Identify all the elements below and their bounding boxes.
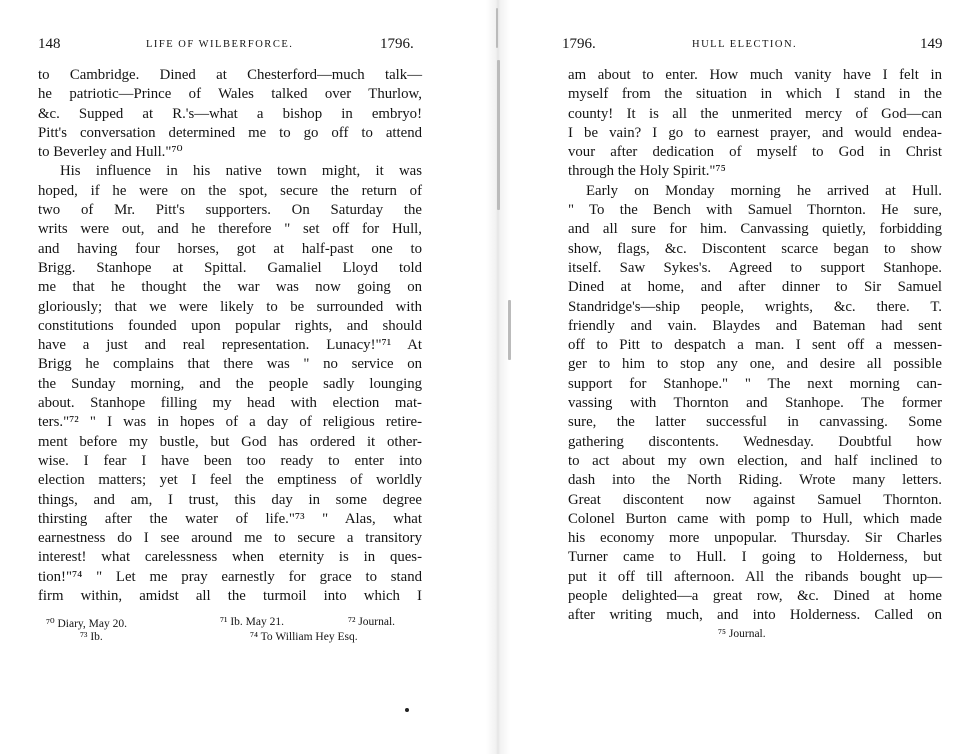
text-line: about. Stanhope filling my head with election mat- bbox=[38, 395, 422, 412]
footnote: ⁷³ Ib. bbox=[80, 631, 103, 643]
text-line: dash into the North Riding. Wrote many letters. bbox=[568, 472, 942, 489]
text-line: firm within, amidst all the turmoil into which I bbox=[38, 588, 422, 605]
text-line: he patriotic—Prince of Wales talked over Thurlow, bbox=[38, 86, 422, 103]
text-line: His influence in his native town might, it was bbox=[60, 163, 422, 180]
text-line: to Beverley and Hull."⁷⁰ bbox=[38, 144, 183, 161]
text-line: thirsting after the water of life."⁷³ " Alas, what bbox=[38, 510, 422, 527]
right-page bbox=[490, 0, 980, 754]
text-line: to act about my own election, and half inclined to bbox=[568, 452, 942, 469]
text-line: &c. Supped at R.'s—what a bishop in embryo! bbox=[38, 105, 422, 122]
footnote: ⁷¹ Ib. May 21. bbox=[220, 616, 284, 628]
text-line: Great discontent now against Samuel Thornton. bbox=[568, 491, 942, 508]
text-line: to Cambridge. Dined at Chesterford—much talk— bbox=[38, 67, 422, 83]
text-line: through the Holy Spirit."⁷⁵ bbox=[568, 163, 726, 180]
text-line: tion!"⁷⁴ " Let me pray earnestly for grace to stand bbox=[38, 568, 422, 585]
text-line: am about to enter. How much vanity have I felt in bbox=[568, 67, 942, 83]
text-line: writs were out, and he therefore " set off for Hull, bbox=[38, 221, 422, 238]
text-line: wise. I fear I have been too ready to enter into bbox=[38, 452, 422, 469]
left-body-text bbox=[38, 66, 422, 606]
footnote-row bbox=[38, 631, 422, 646]
text-line: and having four horses, got at half-past one to bbox=[38, 240, 422, 257]
text-line: election matters; yet I feel the emptiness of worldly bbox=[38, 472, 422, 489]
right-body-text bbox=[568, 66, 942, 626]
running-title: LIFE OF WILBERFORCE. bbox=[146, 39, 294, 50]
text-line: I be vain? I go to earnest prayer, and would endea- bbox=[568, 124, 942, 141]
text-line: earnestness do I see around me to secure a transitory bbox=[38, 530, 422, 547]
text-line: things, and am, I trust, this day in some degree bbox=[38, 491, 422, 508]
text-line: ger to him to stop any one, and desire all possible bbox=[568, 356, 942, 373]
text-line: his economy more unpopular. Thursday. Sir Charles bbox=[568, 530, 942, 547]
footnote: ⁷⁰ Diary, May 20. bbox=[46, 618, 128, 630]
text-line: off to Pitt to despatch a man. I sent off a messen- bbox=[568, 337, 942, 354]
left-footnotes bbox=[38, 616, 422, 646]
text-line: and all sure for him. Canvassing quietly, forbidding bbox=[568, 221, 942, 238]
text-line: ters."⁷² " I was in hopes of a day of religious retire- bbox=[38, 414, 422, 431]
text-line: support for Stanhope." " The next morning can- bbox=[568, 375, 942, 392]
text-line: Early on Monday morning he arrived at Hull. bbox=[586, 182, 942, 199]
text-line: constitutions founded upon popular rights, and should bbox=[38, 317, 422, 334]
footnote-row bbox=[568, 628, 942, 643]
text-line: Turner came to Hull. I going to Holderness, but bbox=[568, 549, 942, 566]
text-line: show, flags, &c. Discontent scarce began to show bbox=[568, 240, 942, 257]
footnote: ⁷⁵ Journal. bbox=[718, 628, 766, 640]
text-line: Brigg. Stanhope at Spittal. Gamaliel Lloyd told bbox=[38, 259, 422, 276]
text-line: interest! what carelessness when eternity is in ques- bbox=[38, 549, 422, 566]
text-line: gathering discontents. Wednesday. Doubtful how bbox=[568, 433, 942, 450]
text-line: gloriously; that we were likely to be surrounded with bbox=[38, 298, 422, 315]
running-year: 1796. bbox=[562, 36, 596, 52]
text-line: after writing much, and into Holderness. Called on bbox=[568, 607, 942, 624]
footnote: ⁷⁴ To William Hey Esq. bbox=[250, 631, 358, 643]
page-number: 149 bbox=[920, 36, 943, 52]
text-line: me that he thought the war was now going on bbox=[38, 279, 422, 296]
text-line: Dined at home, and after dinner to Sir Samuel bbox=[568, 279, 942, 296]
text-line: Standridge's—ship people, wrights, &c. there. T. bbox=[568, 298, 942, 315]
text-line: ment before my bustle, but God has ordered it other- bbox=[38, 433, 422, 450]
running-title: HULL ELECTION. bbox=[692, 39, 798, 50]
text-line: people delighted—a great row, &c. Dined at home bbox=[568, 588, 942, 605]
text-line: hoped, if he were on the spot, secure the return of bbox=[38, 182, 422, 199]
text-line: vassing with Thornton and Stanhope. The former bbox=[568, 395, 942, 412]
text-line: " To the Bench with Samuel Thornton. He sure, bbox=[568, 202, 942, 219]
text-line: two of Mr. Pitt's supporters. On Saturday the bbox=[38, 202, 422, 219]
page-mark bbox=[405, 708, 409, 712]
page-number: 148 bbox=[38, 36, 61, 52]
footnote: ⁷² Journal. bbox=[348, 616, 396, 628]
running-year: 1796. bbox=[380, 36, 414, 52]
text-line: sure, the latter successful in canvassing. Some bbox=[568, 414, 942, 431]
text-line: friendly and vain. Blaydes and Bateman had sent bbox=[568, 317, 942, 334]
text-line: Colonel Burton came with pomp to Hull, which made bbox=[568, 510, 942, 527]
right-footnotes bbox=[568, 628, 942, 643]
text-line: itself. Saw Sykes's. Agreed to support Stanhope. bbox=[568, 259, 942, 276]
text-line: myself from the situation in which I stand in the bbox=[568, 86, 942, 103]
text-line: Brigg he complains that there was " no service on bbox=[38, 356, 422, 373]
text-line: the Sunday morning, and the people sadly lounging bbox=[38, 375, 422, 392]
text-line: put it off till afternoon. All the ribands bought up— bbox=[568, 568, 942, 585]
text-line: vour after dedication of myself to God in Christ bbox=[568, 144, 942, 161]
footnote-row bbox=[38, 616, 422, 631]
text-line: county! It is all the unmerited mercy of God—can bbox=[568, 105, 942, 122]
text-line: Pitt's conversation determined me to go off to attend bbox=[38, 124, 422, 141]
text-line: have a just and real representation. Lunacy!"⁷¹ At bbox=[38, 337, 422, 354]
